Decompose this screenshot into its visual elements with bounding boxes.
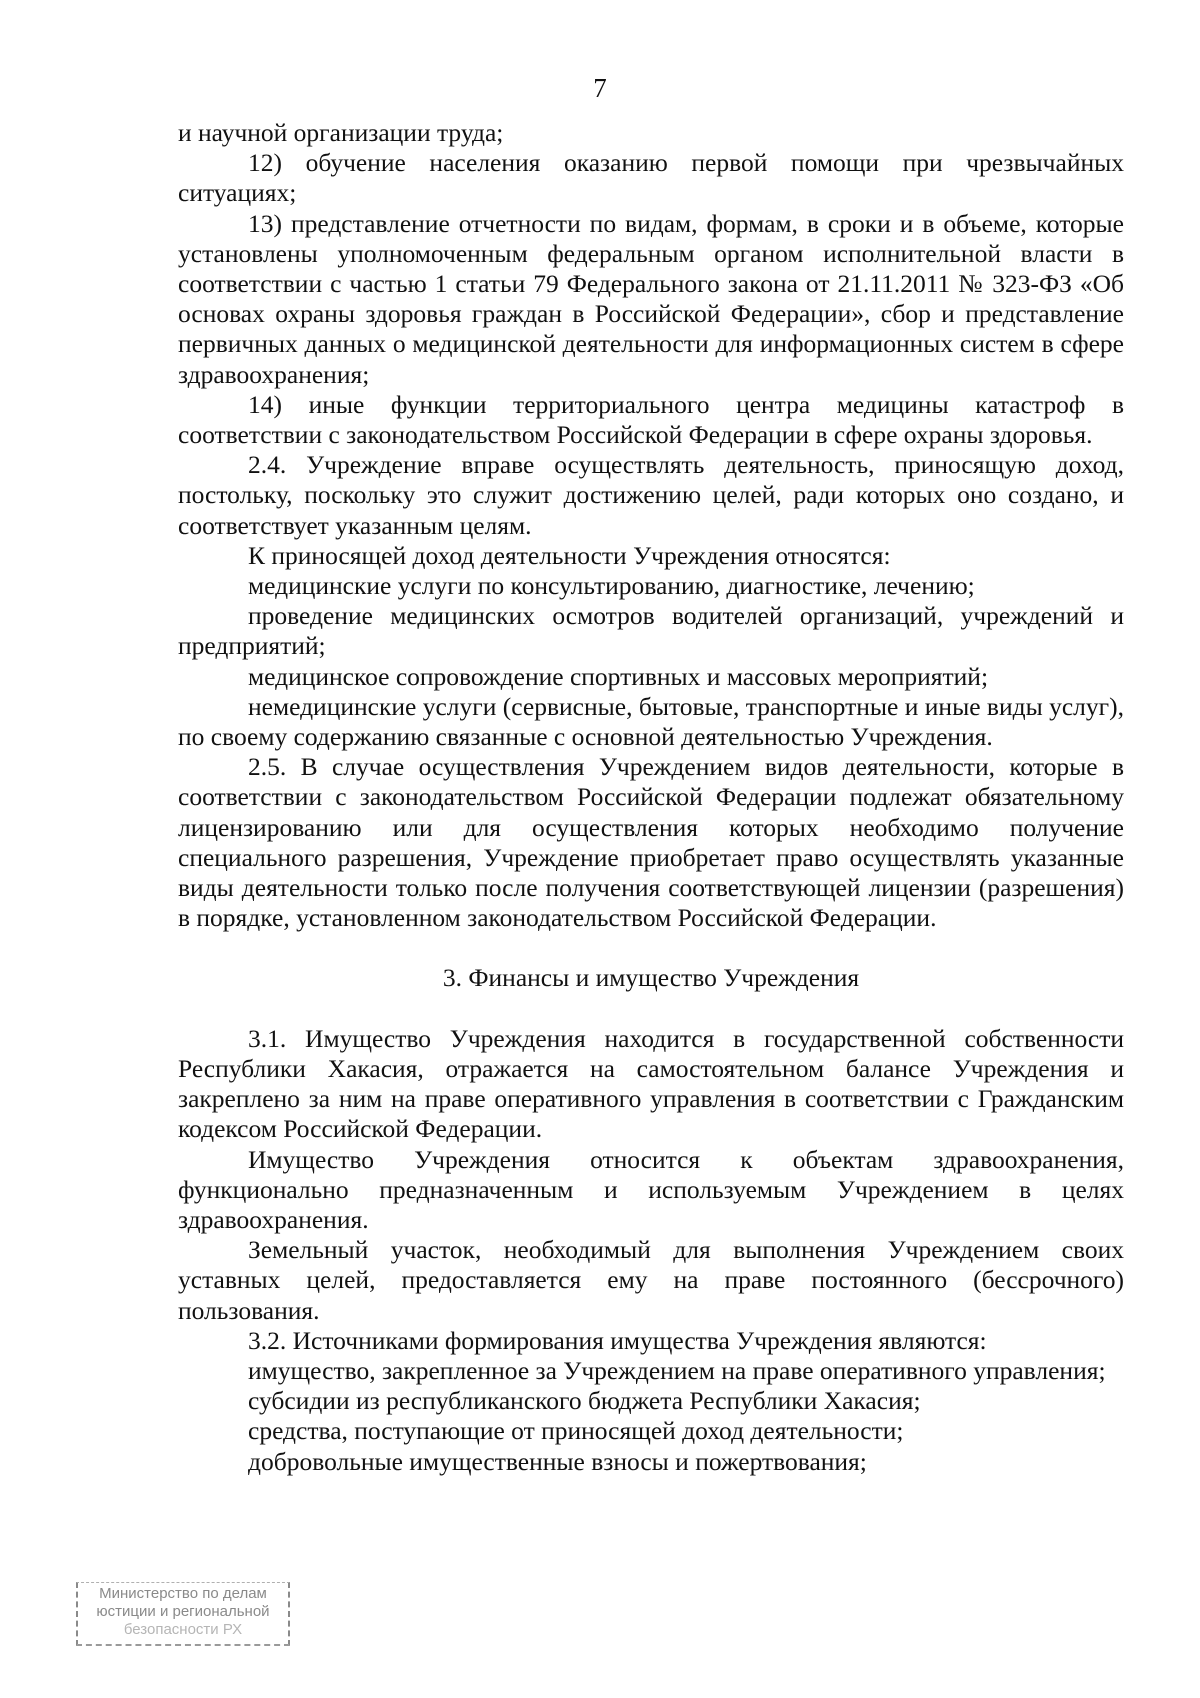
paragraph: 14) иные функции территориального центра медицины катастроф в соответствии с законодательством Российской Федерации в сфере охраны здоровья.	[178, 389, 1124, 450]
section-heading: 3. Финансы и имущество Учреждения	[442, 963, 860, 993]
paragraph: субсидии из республиканского бюджета Республики Хакасия;	[248, 1386, 921, 1416]
stamp-line: безопасности РХ	[123, 1621, 243, 1638]
document-body	[178, 118, 1124, 1477]
page-number: 7	[593, 73, 607, 103]
stamp-line: юстиции и региональной	[96, 1603, 270, 1620]
paragraph: 2.5. В случае осуществления Учреждением видов деятельности, которые в соответствии с законодательством Российской Федерации подлежат обязательному лицензированию или для осуществления которых необходимо получение специального разрешения, Учреждение приобретает право осуществлять указанные виды деятельности только после получения соответствующей лицензии (разрешения) в порядке, установленном законодательством Российской Федерации.	[178, 752, 1124, 933]
paragraph: 12) обучение населения оказанию первой помощи при чрезвычайных ситуациях;	[178, 148, 1124, 208]
paragraph: медицинские услуги по консультированию, диагностике, лечению;	[248, 571, 975, 601]
paragraph: и научной организации труда;	[178, 118, 504, 147]
paragraph: Земельный участок, необходимый для выполнения Учреждением своих уставных целей, предоставляется ему на праве постоянного (бессрочного) пользования.	[178, 1235, 1124, 1325]
paragraph: медицинское сопровождение спортивных и массовых мероприятий;	[248, 661, 989, 691]
paragraph: 3.1. Имущество Учреждения находится в государственной собственности Республики Хакасия, отражается на самостоятельном балансе Учреждения и закреплено за ним на праве оперативного управления в соответствии с Гражданским кодексом Российской Федерации.	[178, 1023, 1124, 1144]
paragraph: Имущество Учреждения относится к объектам здравоохранения, функционально предназначенным и используемым Учреждением в целях здравоохранения.	[178, 1144, 1124, 1234]
paragraph: 2.4. Учреждение вправе осуществлять деятельность, приносящую доход, постольку, поскольку это служит достижению целей, ради которых оно создано, и соответствует указанным целям.	[178, 450, 1124, 540]
paragraph: имущество, закрепленное за Учреждением на праве оперативного управления;	[248, 1355, 1106, 1385]
paragraph: добровольные имущественные взносы и пожертвования;	[248, 1446, 867, 1476]
paragraph: К приносящей доход деятельности Учреждения относятся:	[248, 540, 891, 570]
paragraph: проведение медицинских осмотров водителей организаций, учреждений и предприятий;	[178, 601, 1124, 661]
registration-stamp	[76, 1582, 290, 1646]
paragraph: 13) представление отчетности по видам, формам, в сроки и в объеме, которые установлены уполномоченным федеральным органом исполнительной власти в соответствии с частью 1 статьи 79 Федерального закона от 21.11.2011 № 323-ФЗ «Об основах охраны здоровья граждан в Российской Федерации», сбор и представление первичных данных о медицинской деятельности для информационных систем в сфере здравоохранения;	[178, 208, 1124, 389]
paragraph: средства, поступающие от приносящей доход деятельности;	[248, 1416, 904, 1446]
stamp-line: Министерство по делам	[99, 1585, 267, 1602]
paragraph: 3.2. Источниками формирования имущества Учреждения являются:	[248, 1325, 987, 1355]
paragraph: немедицинские услуги (сервисные, бытовые, транспортные и иные виды услуг), по своему содержанию связанные с основной деятельностью Учреждения.	[178, 691, 1124, 752]
